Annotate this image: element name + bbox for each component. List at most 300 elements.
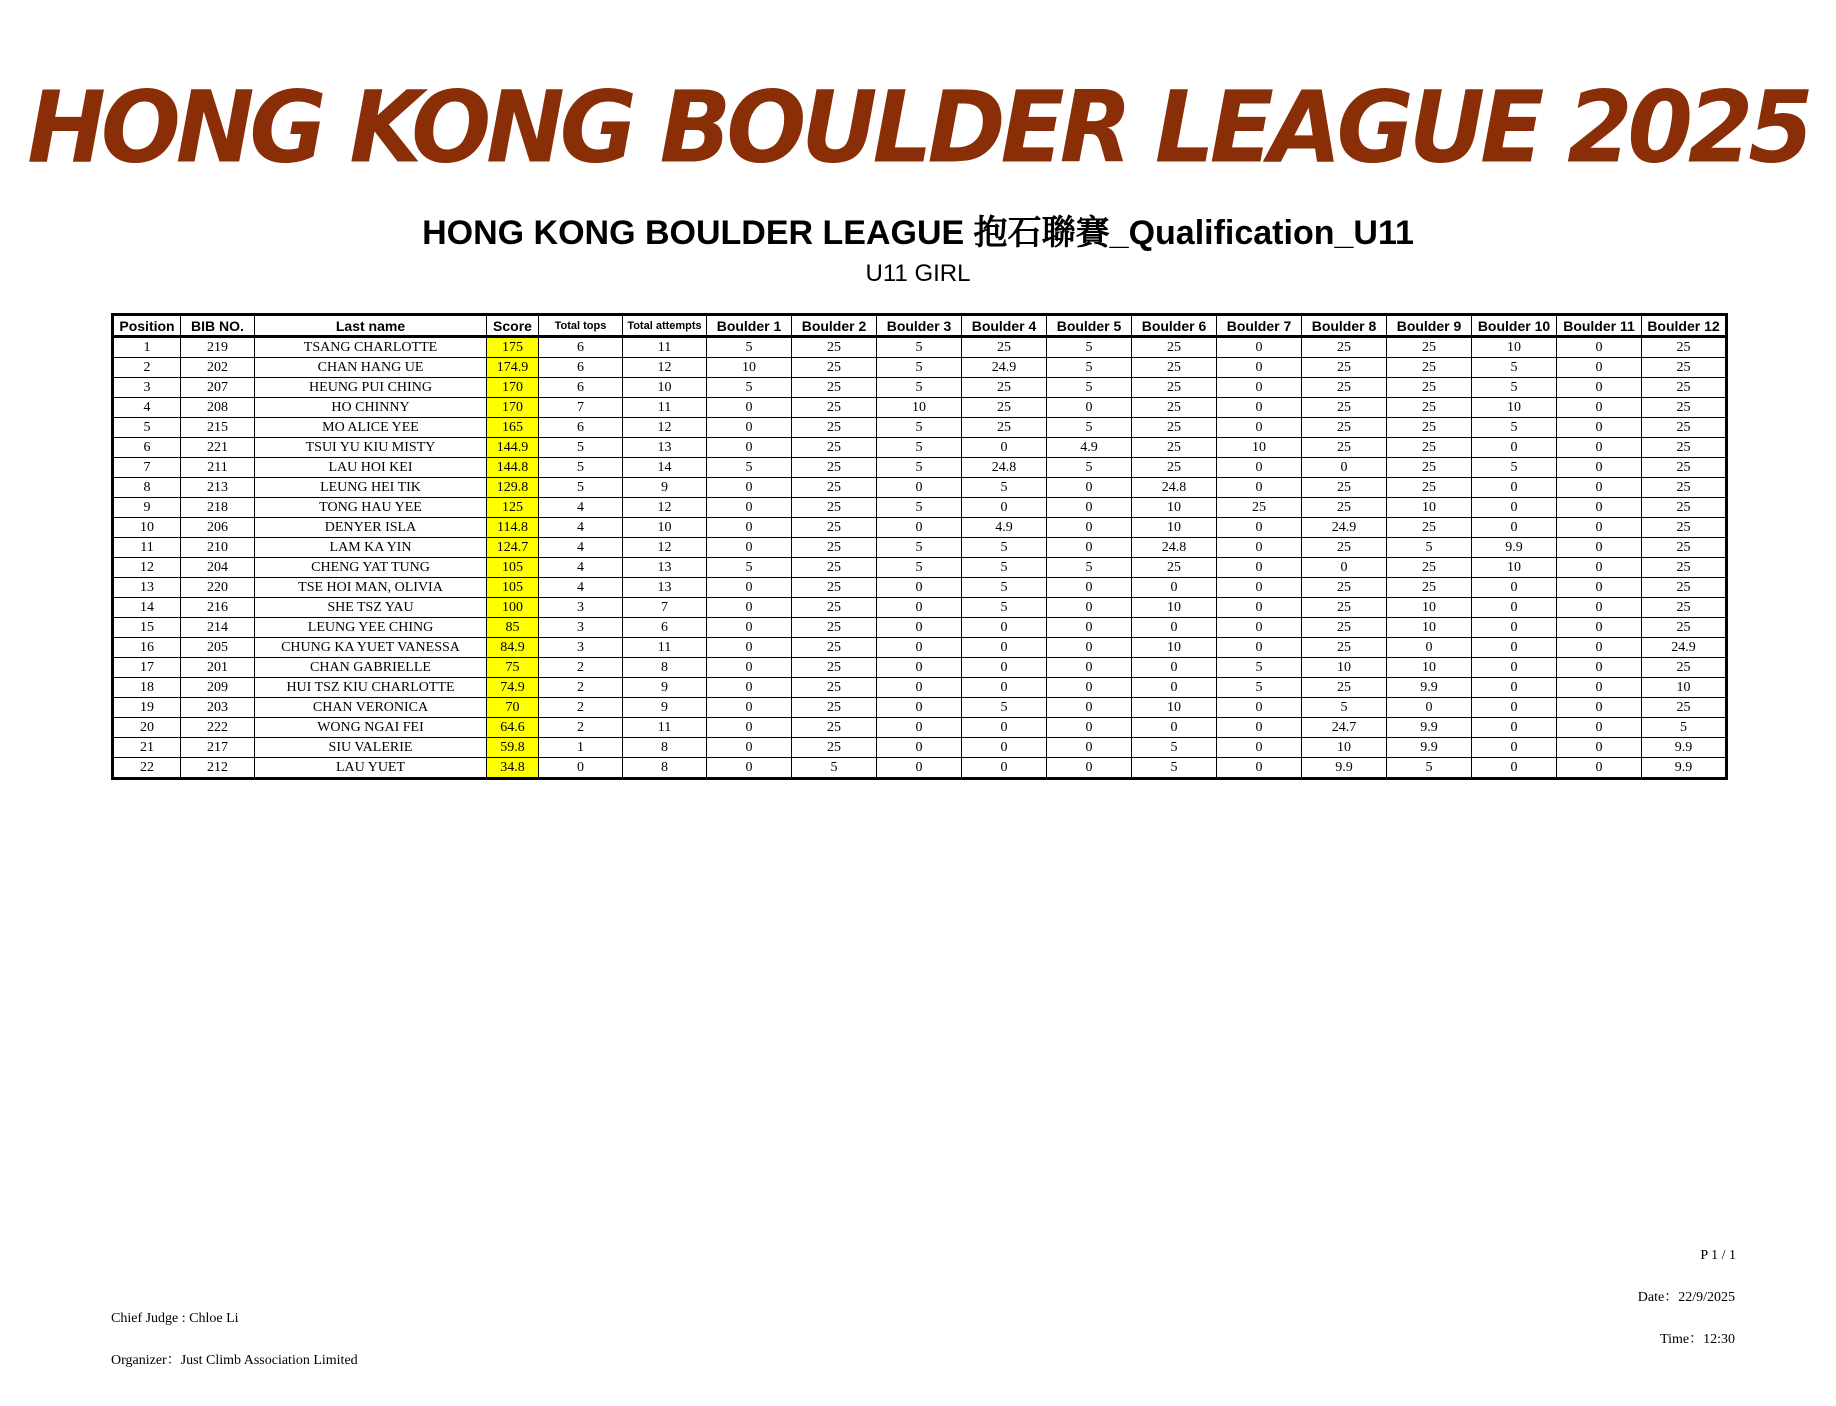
table-cell: 25	[1387, 458, 1472, 478]
score-cell: 114.8	[487, 518, 539, 538]
score-cell: 34.8	[487, 758, 539, 779]
table-cell: 0	[707, 398, 792, 418]
table-cell: 13	[113, 578, 181, 598]
table-cell: 0	[877, 658, 962, 678]
column-header: Boulder 6	[1132, 315, 1217, 337]
table-row	[113, 378, 1727, 398]
table-cell: 0	[1472, 678, 1557, 698]
table-cell: 9.9	[1642, 758, 1727, 779]
table-cell: 5	[962, 538, 1047, 558]
table-cell: 2	[113, 358, 181, 378]
table-cell: 6	[539, 378, 623, 398]
table-cell: 5	[877, 358, 962, 378]
table-cell: 9.9	[1387, 718, 1472, 738]
table-cell: 5	[1472, 418, 1557, 438]
table-cell: 12	[113, 558, 181, 578]
table-cell: 0	[1557, 598, 1642, 618]
table-cell: 2	[539, 678, 623, 698]
table-cell: 5	[113, 418, 181, 438]
table-cell: 5	[962, 558, 1047, 578]
table-cell: 5	[1472, 358, 1557, 378]
table-cell: 9.9	[1387, 678, 1472, 698]
table-cell: 25	[1642, 698, 1727, 718]
table-cell: CHUNG KA YUET VANESSA	[255, 638, 487, 658]
table-cell: 0	[1557, 718, 1642, 738]
table-cell: 25	[792, 518, 877, 538]
score-cell: 59.8	[487, 738, 539, 758]
table-cell: 0	[1217, 718, 1302, 738]
table-cell: 5	[1217, 658, 1302, 678]
table-cell: 0	[962, 758, 1047, 779]
table-cell: 0	[877, 478, 962, 498]
table-cell: 25	[1642, 518, 1727, 538]
table-cell: 3	[113, 378, 181, 398]
table-row	[113, 618, 1727, 638]
table-cell: 25	[1387, 358, 1472, 378]
table-cell: 9.9	[1387, 738, 1472, 758]
table-row	[113, 398, 1727, 418]
table-cell: 25	[1642, 558, 1727, 578]
table-row	[113, 678, 1727, 698]
score-cell: 75	[487, 658, 539, 678]
column-header: Boulder 2	[792, 315, 877, 337]
table-cell: 0	[707, 718, 792, 738]
table-cell: 9.9	[1472, 538, 1557, 558]
table-cell: 211	[181, 458, 255, 478]
table-cell: 25	[1387, 378, 1472, 398]
table-cell: 0	[707, 618, 792, 638]
table-cell: 25	[1132, 358, 1217, 378]
table-cell: 25	[1642, 458, 1727, 478]
report-date: Date：22/9/2025	[1637, 1290, 1735, 1305]
table-cell: 25	[1302, 358, 1387, 378]
table-cell: 0	[962, 718, 1047, 738]
table-cell: 0	[1557, 498, 1642, 518]
table-cell: 0	[1472, 478, 1557, 498]
score-cell: 170	[487, 378, 539, 398]
table-cell: 0	[1217, 518, 1302, 538]
column-header: Position	[113, 315, 181, 337]
table-cell: 0	[707, 438, 792, 458]
table-cell: 25	[1132, 558, 1217, 578]
table-cell: 21	[113, 738, 181, 758]
table-cell: 0	[1217, 578, 1302, 598]
score-cell: 105	[487, 558, 539, 578]
table-cell: 10	[1217, 438, 1302, 458]
table-cell: 3	[539, 618, 623, 638]
table-cell: 0	[1047, 478, 1132, 498]
table-cell: 0	[877, 738, 962, 758]
table-cell: 5	[1217, 678, 1302, 698]
table-cell: 12	[623, 358, 707, 378]
category-subtitle: U11 GIRL	[865, 260, 971, 287]
table-cell: 11	[623, 398, 707, 418]
column-header: Boulder 5	[1047, 315, 1132, 337]
table-cell: 25	[1302, 598, 1387, 618]
table-cell: 25	[1387, 478, 1472, 498]
table-cell: 0	[1217, 538, 1302, 558]
table-cell: 4.9	[962, 518, 1047, 538]
table-cell: 2	[539, 718, 623, 738]
table-cell: 5	[1047, 358, 1132, 378]
table-cell: 222	[181, 718, 255, 738]
table-cell: 0	[707, 578, 792, 598]
score-cell: 165	[487, 418, 539, 438]
table-cell: 0	[877, 758, 962, 779]
table-cell: 0	[1047, 738, 1132, 758]
table-body	[113, 337, 1727, 779]
score-cell: 84.9	[487, 638, 539, 658]
table-cell: 5	[877, 337, 962, 358]
table-cell: 5	[962, 478, 1047, 498]
table-cell: 0	[1047, 518, 1132, 538]
table-cell: 13	[623, 558, 707, 578]
table-cell: 10	[877, 398, 962, 418]
table-cell: HEUNG PUI CHING	[255, 378, 487, 398]
table-cell: 0	[1217, 598, 1302, 618]
table-cell: 25	[1302, 618, 1387, 638]
table-cell: 10	[1387, 598, 1472, 618]
table-cell: 16	[113, 638, 181, 658]
table-cell: 0	[1557, 658, 1642, 678]
table-cell: 206	[181, 518, 255, 538]
table-cell: 0	[707, 478, 792, 498]
table-cell: 0	[1472, 638, 1557, 658]
table-row	[113, 498, 1727, 518]
table-cell: 10	[1472, 337, 1557, 358]
table-cell: 25	[1302, 478, 1387, 498]
column-header: Boulder 8	[1302, 315, 1387, 337]
table-cell: 10	[1302, 658, 1387, 678]
table-cell: 25	[1387, 578, 1472, 598]
table-cell: 5	[792, 758, 877, 779]
table-cell: 25	[792, 538, 877, 558]
table-row	[113, 418, 1727, 438]
table-cell: 214	[181, 618, 255, 638]
table-cell: SIU VALERIE	[255, 738, 487, 758]
table-cell: 0	[1472, 598, 1557, 618]
table-cell: 25	[1642, 618, 1727, 638]
table-cell: 209	[181, 678, 255, 698]
table-cell: 0	[1472, 718, 1557, 738]
score-cell: 100	[487, 598, 539, 618]
table-cell: 0	[962, 738, 1047, 758]
table-cell: 14	[113, 598, 181, 618]
table-cell: 5	[1387, 538, 1472, 558]
table-cell: 7	[623, 598, 707, 618]
table-cell: 24.7	[1302, 718, 1387, 738]
table-cell: 25	[1642, 418, 1727, 438]
table-cell: 12	[623, 538, 707, 558]
table-cell: CHAN VERONICA	[255, 698, 487, 718]
table-cell: 5	[877, 378, 962, 398]
table-cell: 25	[1642, 538, 1727, 558]
table-cell: 11	[113, 538, 181, 558]
table-row	[113, 638, 1727, 658]
table-cell: 25	[962, 337, 1047, 358]
table-cell: 210	[181, 538, 255, 558]
table-cell: 2	[539, 698, 623, 718]
table-cell: 0	[1217, 398, 1302, 418]
table-cell: 25	[1642, 378, 1727, 398]
table-cell: 0	[1132, 658, 1217, 678]
table-cell: 0	[1557, 538, 1642, 558]
table-cell: LAM KA YIN	[255, 538, 487, 558]
table-cell: 0	[707, 418, 792, 438]
score-cell: 144.8	[487, 458, 539, 478]
table-cell: 5	[1302, 698, 1387, 718]
table-cell: 19	[113, 698, 181, 718]
table-cell: 25	[1642, 478, 1727, 498]
page-number: P 1 / 1	[1700, 1248, 1736, 1263]
column-header: Boulder 1	[707, 315, 792, 337]
score-cell: 105	[487, 578, 539, 598]
table-cell: LEUNG HEI TIK	[255, 478, 487, 498]
table-row	[113, 478, 1727, 498]
table-cell: 11	[623, 718, 707, 738]
table-cell: 0	[707, 738, 792, 758]
table-cell: 25	[1132, 378, 1217, 398]
table-cell: 25	[792, 558, 877, 578]
table-cell: 0	[962, 498, 1047, 518]
table-cell: 0	[1557, 438, 1642, 458]
column-header: Total tops	[539, 315, 623, 337]
table-cell: 203	[181, 698, 255, 718]
table-cell: 0	[1047, 638, 1132, 658]
table-cell: 217	[181, 738, 255, 758]
table-cell: 5	[1642, 718, 1727, 738]
table-cell: 25	[1302, 638, 1387, 658]
table-cell: 0	[962, 678, 1047, 698]
score-cell: 124.7	[487, 538, 539, 558]
table-cell: TSUI YU KIU MISTY	[255, 438, 487, 458]
table-cell: 0	[1387, 638, 1472, 658]
table-cell: 4	[113, 398, 181, 418]
score-cell: 85	[487, 618, 539, 638]
table-cell: 0	[1472, 658, 1557, 678]
table-row	[113, 658, 1727, 678]
column-header: Boulder 9	[1387, 315, 1472, 337]
table-cell: 25	[792, 678, 877, 698]
table-cell: 0	[1217, 478, 1302, 498]
table-cell: 5	[1132, 758, 1217, 779]
table-cell: 6	[113, 438, 181, 458]
table-cell: 25	[1642, 358, 1727, 378]
table-cell: 25	[1642, 658, 1727, 678]
table-cell: 0	[539, 758, 623, 779]
table-cell: 25	[1387, 398, 1472, 418]
score-cell: 64.6	[487, 718, 539, 738]
table-cell: 5	[1047, 558, 1132, 578]
column-header: Total attempts	[623, 315, 707, 337]
table-cell: 5	[1472, 378, 1557, 398]
table-cell: 5	[539, 458, 623, 478]
report-time: Time：12:30	[1660, 1332, 1735, 1347]
column-header: Boulder 11	[1557, 315, 1642, 337]
table-cell: 25	[1387, 337, 1472, 358]
table-cell: 215	[181, 418, 255, 438]
table-cell: 25	[1302, 418, 1387, 438]
table-cell: 25	[1302, 337, 1387, 358]
table-cell: 25	[1642, 398, 1727, 418]
table-cell: 24.8	[962, 458, 1047, 478]
table-row	[113, 438, 1727, 458]
table-cell: 25	[792, 658, 877, 678]
table-cell: 10	[1132, 518, 1217, 538]
table-cell: 18	[113, 678, 181, 698]
table-cell: 25	[1217, 498, 1302, 518]
table-cell: 5	[539, 478, 623, 498]
table-cell: 25	[792, 738, 877, 758]
table-cell: 6	[623, 618, 707, 638]
table-cell: 25	[962, 418, 1047, 438]
table-cell: 207	[181, 378, 255, 398]
table-cell: 12	[623, 418, 707, 438]
table-cell: 25	[1302, 398, 1387, 418]
table-cell: 25	[1302, 578, 1387, 598]
table-cell: 0	[1047, 398, 1132, 418]
table-cell: 5	[707, 378, 792, 398]
table-cell: 0	[1047, 598, 1132, 618]
table-cell: 0	[707, 658, 792, 678]
table-cell: 24.9	[1302, 518, 1387, 538]
column-header: Boulder 10	[1472, 315, 1557, 337]
table-cell: 25	[792, 458, 877, 478]
table-cell: 5	[1047, 418, 1132, 438]
table-cell: 10	[1132, 638, 1217, 658]
table-cell: 10	[1132, 698, 1217, 718]
table-cell: 2	[539, 658, 623, 678]
table-cell: 25	[1302, 438, 1387, 458]
table-cell: 25	[792, 698, 877, 718]
table-cell: 5	[1047, 378, 1132, 398]
table-cell: 10	[623, 378, 707, 398]
table-cell: HO CHINNY	[255, 398, 487, 418]
table-row	[113, 518, 1727, 538]
table-cell: 25	[1642, 337, 1727, 358]
table-row	[113, 538, 1727, 558]
organizer: Organizer：Just Climb Association Limited	[111, 1353, 358, 1368]
table-cell: 5	[877, 538, 962, 558]
table-cell: 0	[1047, 578, 1132, 598]
table-row	[113, 358, 1727, 378]
table-cell: 25	[792, 638, 877, 658]
table-cell: 25	[1642, 438, 1727, 458]
table-cell: TSE HOI MAN, OLIVIA	[255, 578, 487, 598]
table-cell: 10	[1132, 498, 1217, 518]
table-cell: 25	[1302, 678, 1387, 698]
table-cell: 0	[1217, 558, 1302, 578]
table-cell: 10	[1387, 658, 1472, 678]
table-cell: 10	[1472, 398, 1557, 418]
table-cell: 5	[877, 558, 962, 578]
column-header: Boulder 4	[962, 315, 1047, 337]
table-cell: 25	[792, 578, 877, 598]
table-cell: 0	[1387, 698, 1472, 718]
table-cell: 0	[1557, 618, 1642, 638]
table-cell: 14	[623, 458, 707, 478]
table-cell: 1	[539, 738, 623, 758]
table-cell: 0	[1557, 678, 1642, 698]
table-cell: 3	[539, 638, 623, 658]
table-cell: 25	[1302, 498, 1387, 518]
table-cell: 25	[1642, 498, 1727, 518]
table-cell: 9.9	[1302, 758, 1387, 779]
table-cell: 0	[877, 718, 962, 738]
table-cell: 25	[792, 718, 877, 738]
table-cell: 0	[1472, 438, 1557, 458]
table-cell: 25	[792, 418, 877, 438]
table-cell: 24.8	[1132, 538, 1217, 558]
table-cell: 8	[113, 478, 181, 498]
table-cell: 25	[1302, 538, 1387, 558]
table-cell: 25	[1302, 378, 1387, 398]
table-cell: 216	[181, 598, 255, 618]
table-cell: 24.9	[1642, 638, 1727, 658]
table-cell: 0	[1217, 358, 1302, 378]
table-cell: 20	[113, 718, 181, 738]
table-cell: 3	[539, 598, 623, 618]
table-cell: 0	[877, 618, 962, 638]
table-cell: 220	[181, 578, 255, 598]
table-cell: 25	[792, 378, 877, 398]
table-cell: 4.9	[1047, 438, 1132, 458]
table-cell: 5	[962, 578, 1047, 598]
table-cell: 5	[1047, 337, 1132, 358]
table-cell: 25	[792, 358, 877, 378]
table-cell: 25	[1132, 418, 1217, 438]
table-cell: 5	[539, 438, 623, 458]
table-cell: 0	[1047, 678, 1132, 698]
table-cell: 0	[1557, 378, 1642, 398]
table-cell: 6	[539, 418, 623, 438]
table-cell: 0	[1557, 337, 1642, 358]
table-cell: 5	[1387, 758, 1472, 779]
table-cell: 205	[181, 638, 255, 658]
table-cell: LAU YUET	[255, 758, 487, 779]
table-cell: 25	[792, 337, 877, 358]
table-row	[113, 718, 1727, 738]
table-cell: 0	[1557, 458, 1642, 478]
table-cell: 15	[113, 618, 181, 638]
table-cell: 0	[1557, 478, 1642, 498]
table-cell: 0	[962, 638, 1047, 658]
table-cell: HUI TSZ KIU CHARLOTTE	[255, 678, 487, 698]
table-cell: 0	[1472, 738, 1557, 758]
table-cell: 10	[1472, 558, 1557, 578]
table-cell: 9.9	[1642, 738, 1727, 758]
table-cell: 0	[877, 518, 962, 538]
table-cell: 0	[1302, 558, 1387, 578]
table-cell: 6	[539, 358, 623, 378]
table-cell: 0	[707, 538, 792, 558]
table-cell: TONG HAU YEE	[255, 498, 487, 518]
table-row	[113, 598, 1727, 618]
table-row	[113, 738, 1727, 758]
table-cell: 10	[1132, 598, 1217, 618]
table-cell: 9	[623, 478, 707, 498]
table-cell: 0	[1047, 758, 1132, 779]
table-cell: 0	[707, 638, 792, 658]
column-header: Boulder 3	[877, 315, 962, 337]
table-cell: 0	[1557, 358, 1642, 378]
table-cell: 4	[539, 498, 623, 518]
table-cell: 0	[1557, 738, 1642, 758]
table-row	[113, 337, 1727, 358]
table-cell: 202	[181, 358, 255, 378]
table-cell: 10	[707, 358, 792, 378]
score-cell: 144.9	[487, 438, 539, 458]
